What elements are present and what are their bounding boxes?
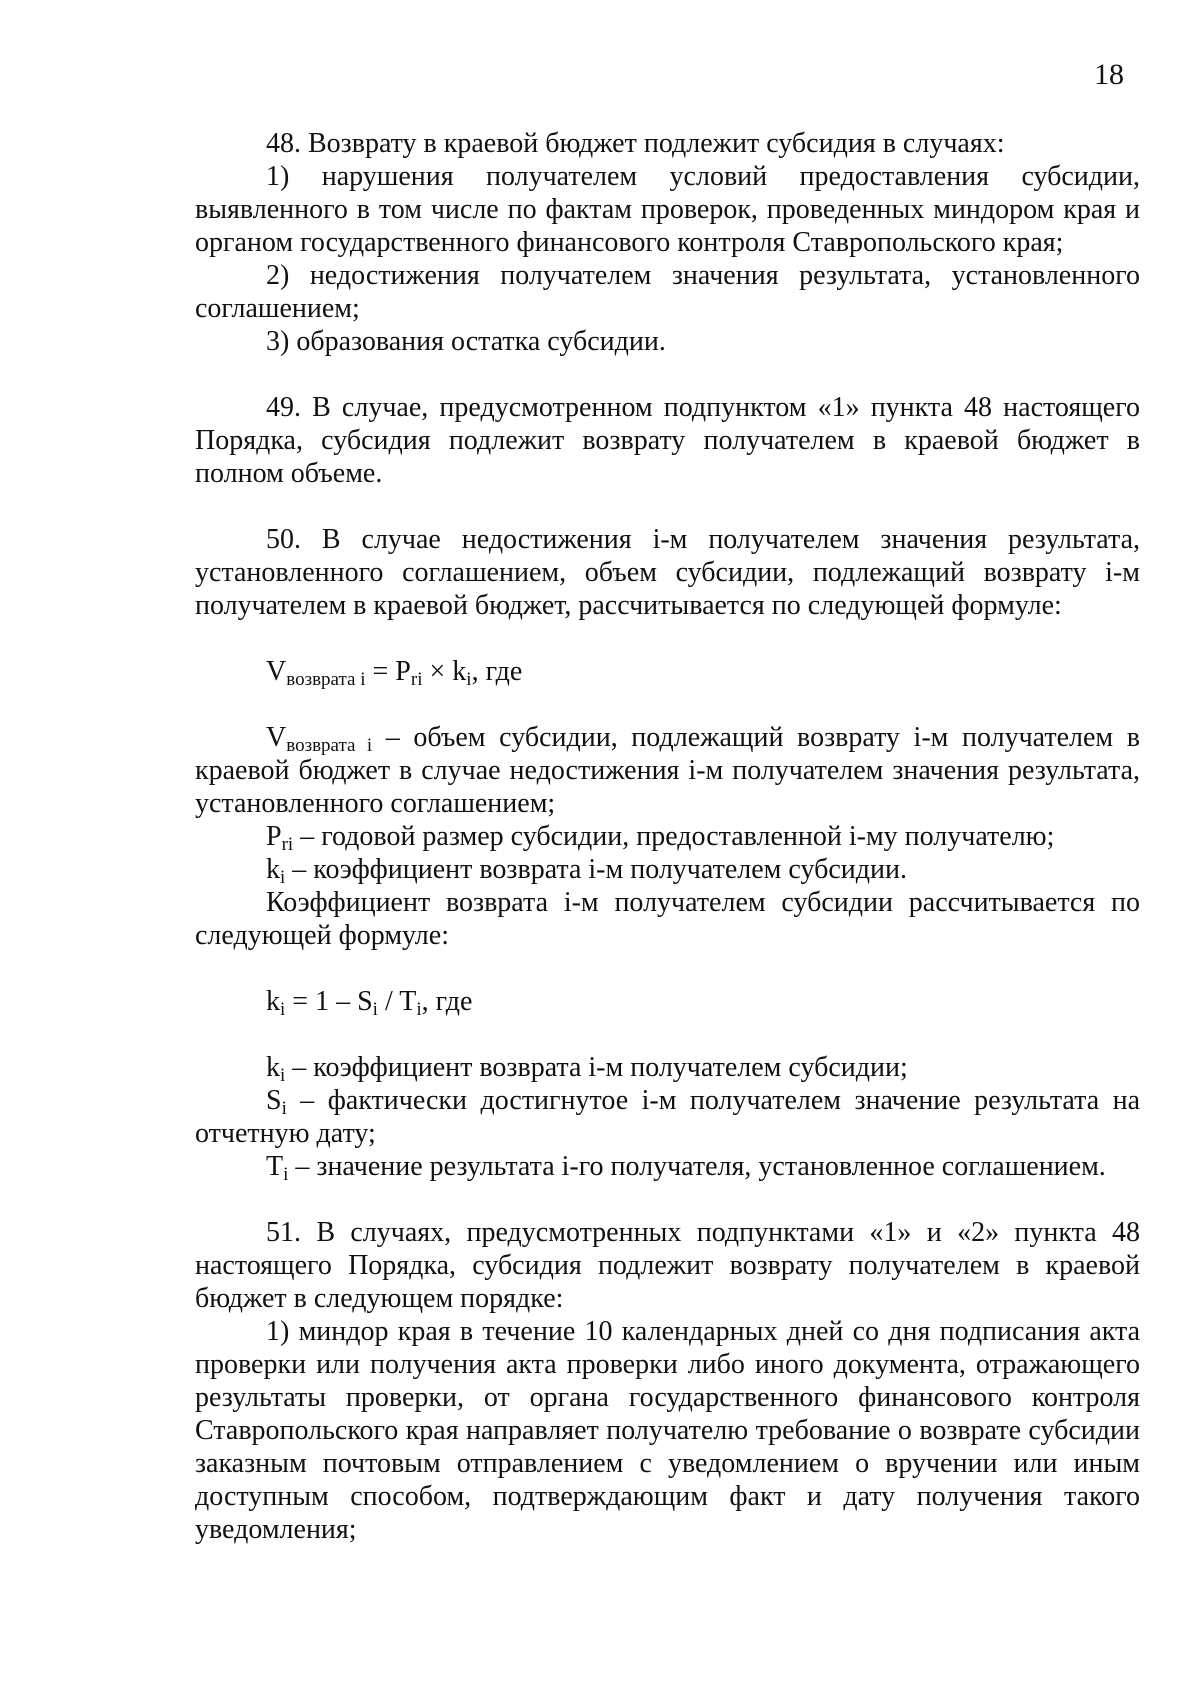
clause-48-item-3: 3) образования остатка субсидии. [266, 326, 666, 357]
definition-v-return: $V_{возврата i}$ – объем субсидии, подлежащий возврату i-м получателем в краевой бюджет в случае недостижения i-м получателем значения результата, установленного соглашением; [195, 722, 1140, 819]
definition-k-i: $k_i$ – коэффициент возврата i-м получателем субсидии. [266, 854, 907, 888]
formula-coefficient: $k_i = 1 - S_i / T_i$, где [266, 986, 473, 1020]
clause-49: 49. В случае, предусмотренном подпунктом «1» пункта 48 настоящего Порядка, субсидия подлежит возврату получателем в краевой бюджет в полном объеме. [195, 392, 1140, 489]
clause-48-item-1: 1) нарушения получателем условий предоставления субсидии, выявленного в том числе по фактам проверок, проведенных миндором края и органом государственного финансового контроля Ставропольского края; [195, 161, 1140, 258]
page-number: 18 [1094, 58, 1124, 91]
document-body [195, 127, 1140, 1546]
formula-return-volume: $V_{возврата i} = P_{ri} \times k_i$, где [266, 656, 523, 690]
clause-48-intro: 48. Возврату в краевой бюджет подлежит субсидия в случаях: [266, 128, 1005, 159]
clause-50-intro: 50. В случае недостижения i-м получателем значения результата, установленного соглашением, объем субсидии, подлежащий возврату i-м получателем в краевой бюджет, рассчитывается по следующей формуле: [195, 524, 1140, 621]
definition-s-i: $S_i$ – фактически достигнутое i-м получателем значение результата на отчетную дату; [195, 1085, 1140, 1149]
definition-k-i-2: $k_i$ – коэффициент возврата i-м получателем субсидии; [266, 1052, 908, 1086]
clause-51-item-1: 1) миндор края в течение 10 календарных дней со дня подписания акта проверки или получения акта проверки либо иного документа, отражающего результаты проверки, от органа государственного финансового контроля Ставропольского края направляет получателю требование о возврате субсидии заказным почтовым отправлением с уведомлением о вручении или иным доступным способом, подтверждающим факт и дату получения такого уведомления; [195, 1316, 1140, 1545]
clause-48-item-2: 2) недостижения получателем значения результата, установленного соглашением; [195, 260, 1140, 324]
definition-t-i: $T_i$ – значение результата i-го получателя, установленное соглашением. [266, 1151, 1106, 1185]
coefficient-intro: Коэффициент возврата i-м получателем субсидии рассчитывается по следующей формуле: [195, 887, 1140, 951]
definition-p-ri: $P_{ri}$ – годовой размер субсидии, предоставленной i-му получателю; [266, 821, 1055, 855]
clause-51-intro: 51. В случаях, предусмотренных подпунктами «1» и «2» пункта 48 настоящего Порядка, субсидия подлежит возврату получателем в краевой бюджет в следующем порядке: [195, 1217, 1140, 1314]
